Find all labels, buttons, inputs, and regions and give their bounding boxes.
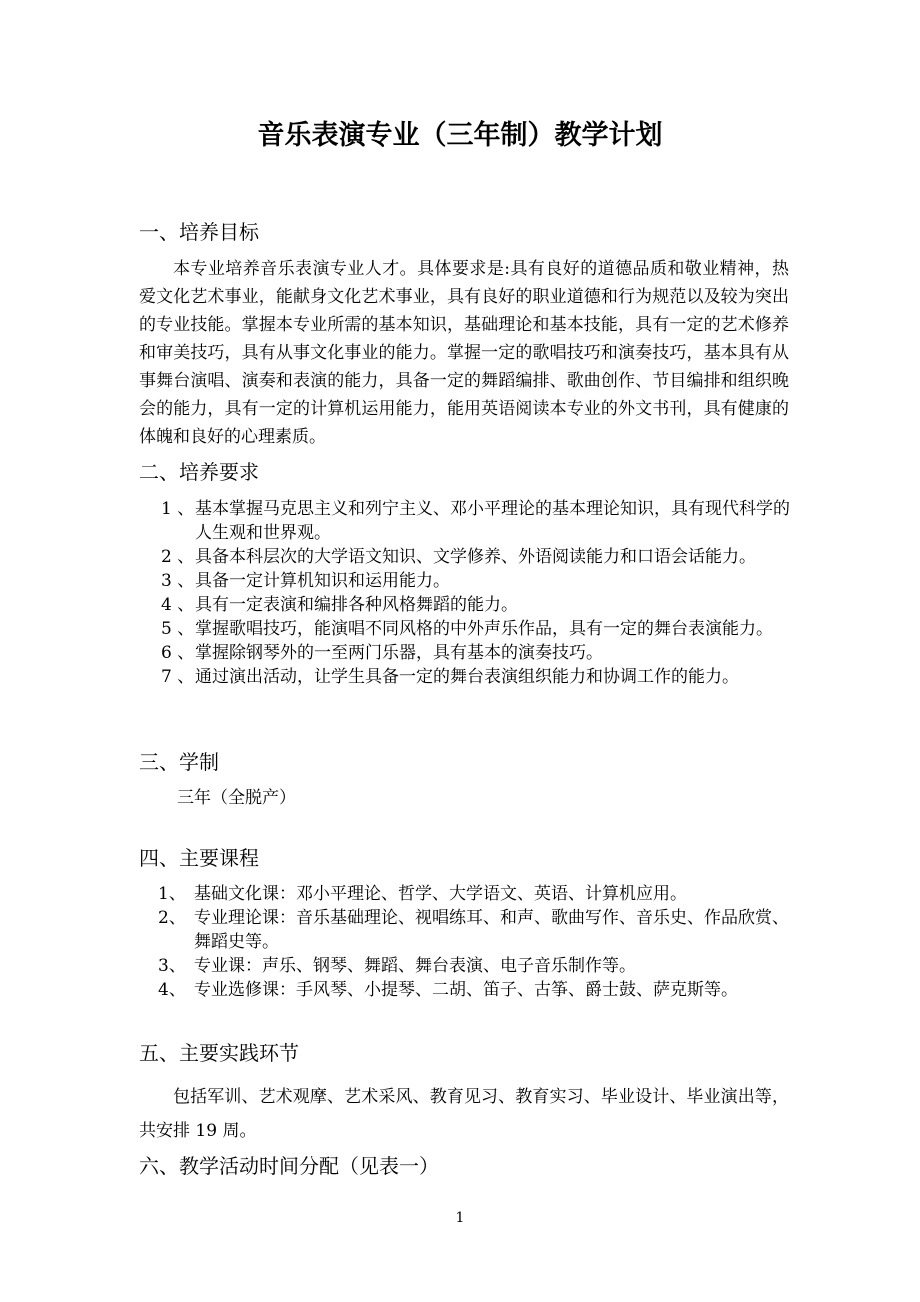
list-item <box>139 882 799 906</box>
list-item-number: 6 、 <box>161 643 195 663</box>
list-item <box>139 545 799 569</box>
duration-text: 三年（全脱产） <box>177 788 296 808</box>
document-title: 音乐表演专业（三年制）教学计划 <box>257 120 663 151</box>
list-item-number: 1、 <box>158 884 186 904</box>
list-item <box>139 978 799 1002</box>
list-item <box>139 954 799 978</box>
list-item <box>139 569 799 593</box>
section-heading-training-requirements: 二、培养要求 <box>139 460 259 484</box>
section-heading-practice: 五、主要实践环节 <box>139 1041 299 1065</box>
list-item-text: 基础文化课：邓小平理论、哲学、大学语文、英语、计算机应用。 <box>194 884 687 904</box>
training-requirements-list <box>139 497 799 689</box>
list-item-text: 具备本科层次的大学语文知识、文学修养、外语阅读能力和口语会话能力。 <box>195 547 756 567</box>
list-item-text: 专业课：声乐、钢琴、舞蹈、舞台表演、电子音乐制作等。 <box>194 956 636 976</box>
list-item-number: 3、 <box>158 956 186 976</box>
list-item-text: 通过演出活动，让学生具备一定的舞台表演组织能力和协调工作的能力。 <box>195 667 739 687</box>
list-item <box>139 665 799 689</box>
list-item-number: 7 、 <box>161 667 195 687</box>
section-heading-training-goals: 一、培养目标 <box>139 220 259 244</box>
list-item-text: 专业选修课：手风琴、小提琴、二胡、笛子、古筝、爵士鼓、萨克斯等。 <box>194 980 738 1000</box>
main-courses-list <box>139 882 799 1002</box>
list-item-number: 2 、 <box>161 547 195 567</box>
list-item <box>139 593 799 617</box>
list-item-text: 基本掌握马克思主义和列宁主义、邓小平理论的基本理论知识，具有现代科学的人生观和世界观。 <box>195 499 790 543</box>
list-item-number: 4、 <box>158 980 186 1000</box>
list-item-number: 2、 <box>158 908 186 928</box>
section-heading-main-courses: 四、主要课程 <box>139 846 259 870</box>
section-heading-duration: 三、学制 <box>139 750 219 774</box>
practice-paragraph: 包括军训、艺术观摩、艺术采风、教育见习、教育实习、毕业设计、毕业演出等，共安排 19 周。 <box>139 1087 789 1141</box>
list-item <box>139 641 799 665</box>
list-item-number: 4 、 <box>161 595 195 615</box>
list-item <box>139 906 799 954</box>
list-item <box>139 497 799 545</box>
list-item-text: 专业理论课：音乐基础理论、视唱练耳、和声、歌曲写作、音乐史、作品欣赏、舞蹈史等。 <box>194 908 789 952</box>
list-item-number: 1 、 <box>161 499 195 519</box>
page-number: 1 <box>455 1210 465 1226</box>
list-item-number: 5 、 <box>161 619 195 639</box>
list-item-number: 3 、 <box>161 571 195 591</box>
list-item-text: 具备一定计算机知识和运用能力。 <box>195 571 450 591</box>
list-item-text: 具有一定表演和编排各种风格舞蹈的能力。 <box>195 595 518 615</box>
list-item-text: 掌握歌唱技巧，能演唱不同风格的中外声乐作品，具有一定的舞台表演能力。 <box>195 619 773 639</box>
list-item <box>139 617 799 641</box>
list-item-text: 掌握除钢琴外的一至两门乐器，具有基本的演奏技巧。 <box>195 643 603 663</box>
section-heading-time-allocation: 六、教学活动时间分配（见表一） <box>139 1154 439 1178</box>
training-goals-paragraph: 本专业培养音乐表演专业人才。具体要求是:具有良好的道德品质和敬业精神，热爱文化艺术事业，能献身文化艺术事业，具有良好的职业道德和行为规范以及较为突出的专业技能。掌握本专业所需的基本知识，基础理论和基本技能，具有一定的艺术修养和审美技巧，具有从事文化事业的能力。掌握一定的歌唱技巧和演奏技巧，基本具有从事舞台演唱、演奏和表演的能力，具备一定的舞蹈编排、歌曲创作、节目编排和组织晚会的能力，具有一定的计算机运用能力，能用英语阅读本专业的外文书刊，具有健康的体魄和良好的心理素质。 <box>139 259 789 447</box>
